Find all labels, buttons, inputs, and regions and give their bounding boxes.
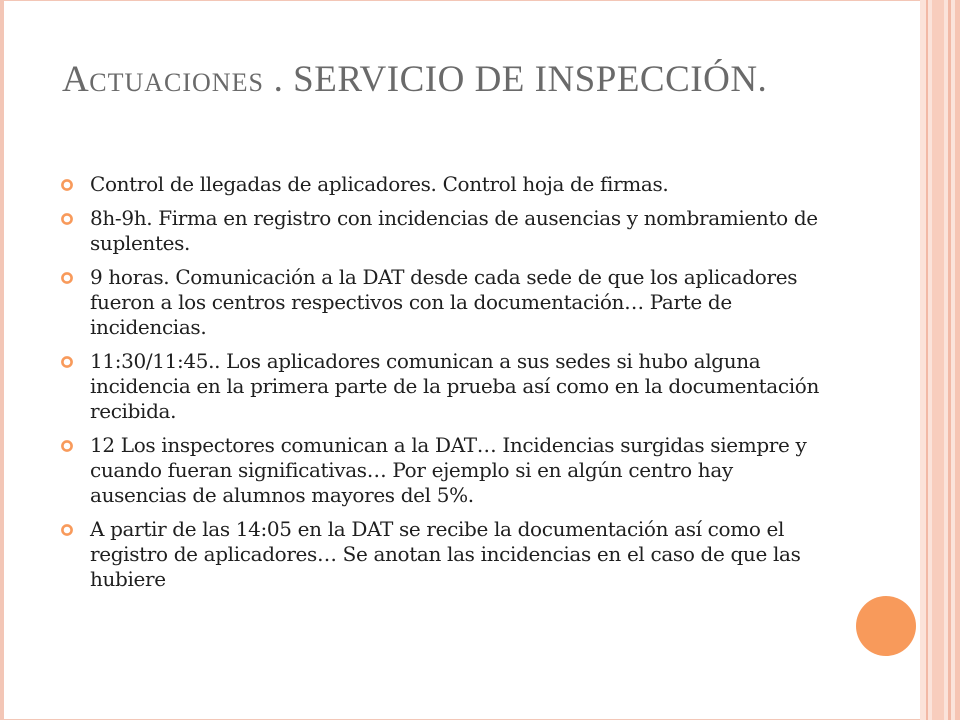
list-item — [60, 433, 820, 508]
list-item-text: 8h-9h. Firma en registro con incidencias de ausencias y nombramiento de suplentes. — [90, 206, 818, 255]
orange-ring-bullet-icon — [60, 212, 74, 226]
decorative-stripe — [926, 0, 928, 720]
title-small-caps: CTUACIONES — [89, 68, 264, 97]
orange-ring-bullet-icon — [60, 439, 74, 453]
list-item — [60, 517, 820, 592]
list-item — [60, 206, 820, 256]
orange-circle-decoration — [856, 596, 916, 656]
orange-ring-bullet-icon — [60, 355, 74, 369]
list-item-text: 9 horas. Comunicación a la DAT desde cada sede de que los aplicadores fueron a los centros respectivos con la documentación… Parte de incidencias. — [90, 265, 798, 339]
list-item-text: 12 Los inspectores comunican a la DAT… Incidencias surgidas siempre y cuando fueran significativas… Por ejemplo si en algún centro hay ausencias de alumnos mayores del 5%. — [90, 433, 807, 507]
decorative-stripe — [955, 0, 960, 720]
title-rest: . SERVICIO DE INSPECCIÓN. — [263, 59, 768, 100]
slide-title — [62, 58, 862, 105]
list-item — [60, 172, 820, 197]
orange-ring-bullet-icon — [60, 523, 74, 537]
title-lead-cap: A — [62, 59, 90, 100]
list-item-text: 11:30/11:45.. Los aplicadores comunican a sus sedes si hubo alguna incidencia en la primera parte de la prueba así como en la documentación recibida. — [90, 349, 819, 423]
list-item — [60, 349, 820, 424]
decorative-stripe — [932, 0, 944, 720]
list-item-text: Control de llegadas de aplicadores. Control hoja de firmas. — [90, 172, 669, 196]
bullet-list — [60, 172, 820, 601]
orange-ring-bullet-icon — [60, 178, 74, 192]
list-item-text: A partir de las 14:05 en la DAT se recibe la documentación así como el registro de aplicadores… Se anotan las incidencias en el caso de que las hubiere — [90, 517, 801, 591]
orange-ring-bullet-icon — [60, 271, 74, 285]
list-item — [60, 265, 820, 340]
decorative-stripe — [948, 0, 951, 720]
